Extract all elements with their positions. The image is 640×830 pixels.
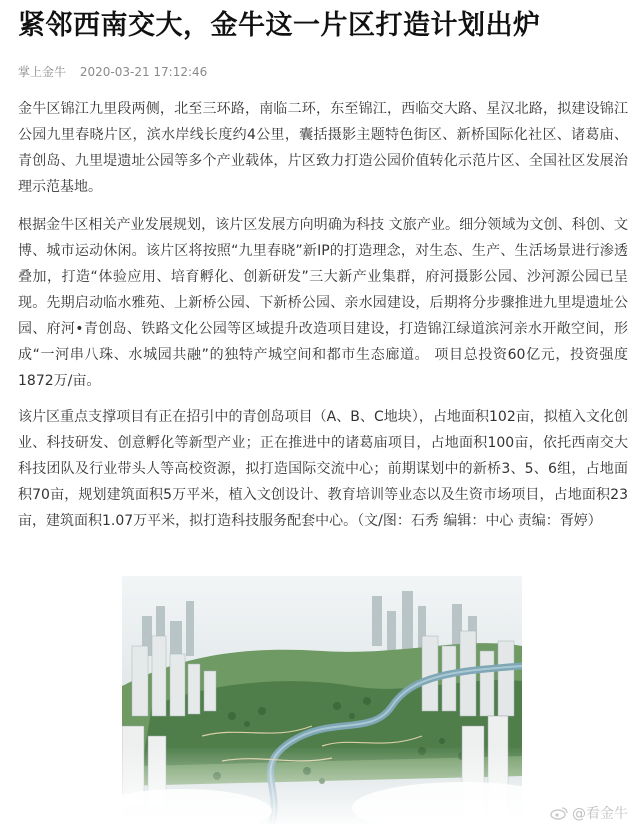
weibo-watermark-text: @看金牛 [572,806,628,822]
article-source[interactable]: 掌上金牛 [18,65,67,79]
image-watermark: 头条号 / 掌上金牛 [434,807,514,818]
aerial-rendering-image [122,576,522,824]
article-datetime: 2020-03-21 17:12:46 [79,65,208,79]
weibo-watermark [550,803,628,823]
article-meta [18,63,217,80]
aerial-rendering-illustration [122,576,522,824]
article-paragraph: 该片区重点支撑项目有正在招引中的青创岛项目（A、B、C地块），占地面积102亩，拟植入文化创业、科技研发、创意孵化等新型产业；正在推进中的诸葛庙项目，占地面积100亩，依托西南交大科技团队及行业带头人等高校资源，拟打造国际交流中心；前期谋划中的新桥3、5、6组，占地面积70亩，规划建筑面积5万平米，植入文创设计、教育培训等业态以及生资市场项目，占地面积23亩，建筑面积1.07万平米，拟打造科技服务配套中心。（文/图：石秀 编辑：中心 责编：胥婷） [18,409,628,529]
article-paragraph: 根据金牛区相关产业发展规划，该片区发展方向明确为科技 文旅产业。细分领域为文创、科创、文博、城市运动休闲。该片区将按照“九里春晓”新IP的打造理念，对生态、生产、生活场景进行渗透叠加，打造“体验应用、培育孵化、创新研发”三大新产业集群，府河摄影公园、沙河源公园已呈现。先期启动临水雅苑、上新桥公园、下新桥公园、亲水园建设，后期将分步骤推进九里堤遗址公园、府河•青创岛、铁路文化公园等区域提升改造项目建设，打造锦江绿道滨河亲水开敞空间，形成“一河串八珠、水城园共融”的独特产城空间和都市生态廊道。 项目总投资60亿元，投资强度1872万/亩。 [18,217,628,389]
article-title: 紧邻西南交大，金牛这一片区打造计划出炉 [18,10,541,41]
weibo-icon [550,806,568,820]
article-paragraph: 金牛区锦江九里段两侧，北至三环路，南临二环，东至锦江，西临交大路、星汉北路，拟建设锦江公园九里春晓片区，滨水岸线长度约4公里，囊括摄影主题特色街区、新桥国际化社区、诸葛庙、青创岛、九里堤遗址公园等多个产业载体，片区致力打造公园价值转化示范片区、全国社区发展治理示范基地。 [18,101,628,195]
